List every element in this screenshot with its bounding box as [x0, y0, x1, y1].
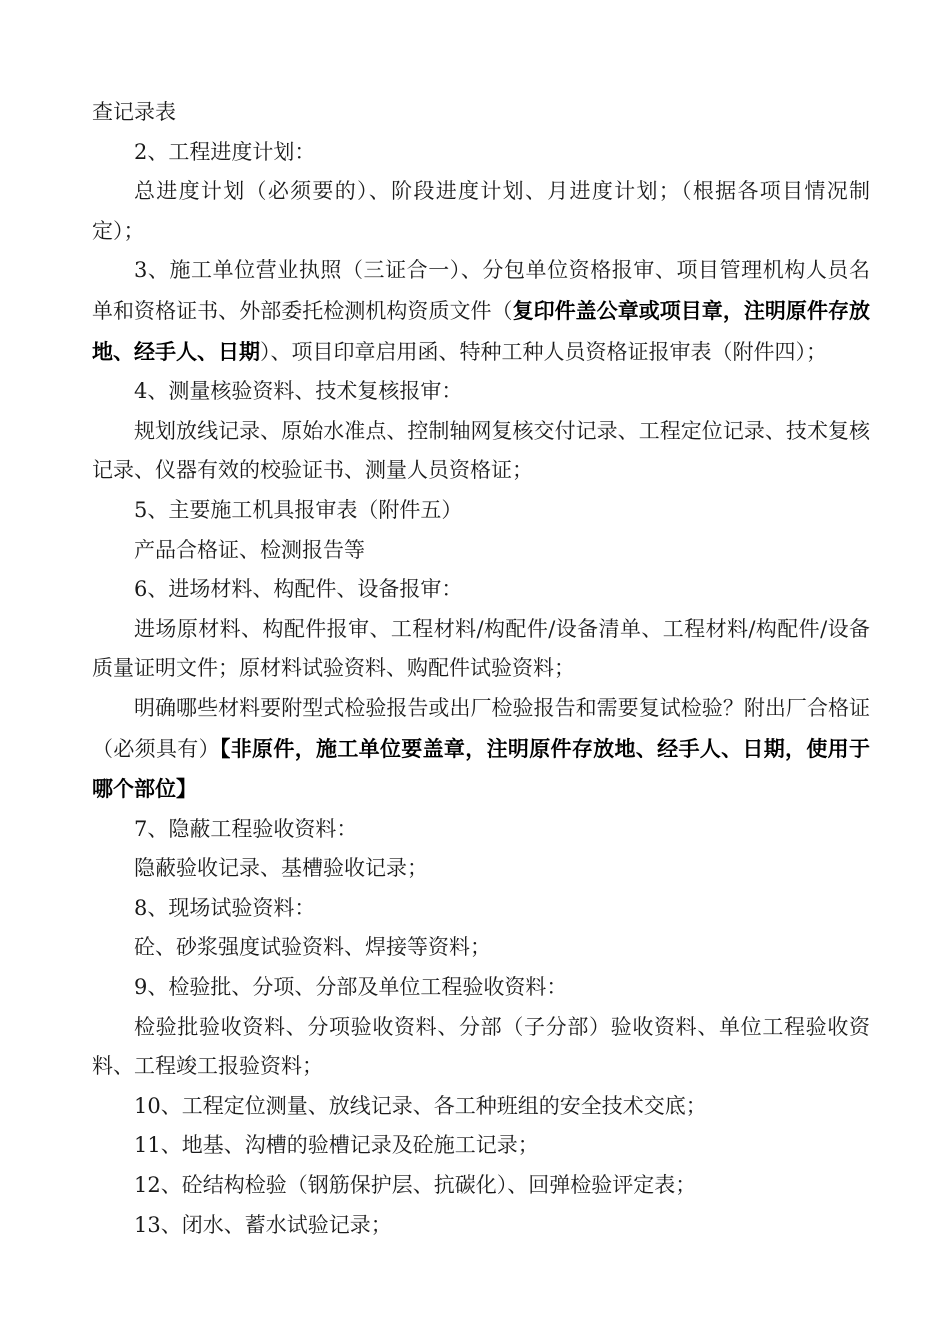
- paragraph-p13: [92, 889, 870, 929]
- text-run: 产品合格证、检测报告等: [134, 537, 365, 562]
- text-run: 明确哪些材料要附型式检验报告或出厂检验报告和需要复试检验？附出厂合格证（必须具有）: [92, 695, 870, 761]
- text-run: 2、工程进度计划：: [134, 139, 316, 164]
- paragraph-p20: [92, 1206, 870, 1246]
- text-run: 砼、砂浆强度试验资料、焊接等资料；: [134, 935, 491, 960]
- paragraph-p17: [92, 1087, 870, 1127]
- text-run: 3、施工单位营业执照（三证合一）、分包单位资格报审、项目管理机构人员名单和资格证书、外部委托检测机构资质文件（: [92, 258, 870, 323]
- text-run: 10、工程定位测量、放线记录、各工种班组的安全技术交底；: [134, 1093, 707, 1118]
- paragraph-p11: [92, 810, 870, 850]
- document-body: [92, 93, 870, 1245]
- paragraph-p16: [92, 1008, 870, 1087]
- text-run: 7、隐蔽工程验收资料：: [134, 816, 358, 841]
- paragraph-p1: [92, 133, 870, 173]
- paragraph-p4: [92, 372, 870, 412]
- text-run: 查记录表: [92, 100, 176, 124]
- text-run: 6、进场材料、构配件、设备报审：: [134, 577, 463, 602]
- text-run: 检验批验收资料、分项验收资料、分部（子分部）验收资料、单位工程验收资料、工程竣工报验资料；: [92, 1014, 870, 1079]
- paragraph-p18: [92, 1126, 870, 1166]
- text-run: 进场原材料、构配件报审、工程材料/构配件/设备清单、工程材料/构配件/设备质量证明文件；原材料试验资料、购配件试验资料；: [92, 616, 870, 681]
- text-run: 4、测量核验资料、技术复核报审：: [134, 379, 463, 404]
- text-run: 5、主要施工机具报审表（附件五）: [134, 497, 463, 522]
- paragraph-p6: [92, 491, 870, 531]
- paragraph-p5: [92, 412, 870, 491]
- paragraph-p3: [92, 251, 870, 372]
- text-run: 9、检验批、分项、分部及单位工程验收资料：: [134, 975, 568, 1000]
- text-run: 规划放线记录、原始水准点、控制轴网复核交付记录、工程定位记录、技术复核记录、仪器有效的校验证书、测量人员资格证；: [92, 418, 870, 483]
- bold-text-run: 复印件盖公章或项目章，注明原件存放地、经手人、日期: [92, 297, 871, 364]
- text-run: 隐蔽验收记录、基槽验收记录；: [134, 856, 428, 881]
- text-run: 12、砼结构检验（钢筋保护层、抗碳化）、回弹检验评定表；: [134, 1173, 697, 1198]
- paragraph-p15: [92, 968, 870, 1008]
- text-run: 8、现场试验资料：: [134, 895, 316, 920]
- paragraph-p19: [92, 1166, 870, 1206]
- paragraph-p14: [92, 928, 870, 968]
- text-run: ）、项目印章启用函、特种工种人员资格证报审表（附件四）；: [260, 339, 827, 364]
- text-run: 总进度计划（必须要的）、阶段进度计划、月进度计划；（根据各项目情况制定）；: [92, 179, 870, 243]
- paragraph-p10: [92, 689, 870, 810]
- bold-text-run: 【非原件，施工单位要盖章，注明原件存放地、经手人、日期，使用于哪个部位】: [92, 735, 871, 802]
- paragraph-p8: [92, 570, 870, 610]
- paragraph-p7: [92, 531, 870, 571]
- text-run: 11、地基、沟槽的验槽记录及砼施工记录；: [134, 1133, 539, 1158]
- paragraph-p2: [92, 172, 870, 251]
- paragraph-p12: [92, 849, 870, 889]
- paragraph-p9: [92, 610, 870, 689]
- paragraph-p0: [92, 93, 870, 133]
- text-run: 13、闭水、蓄水试验记录；: [134, 1212, 392, 1237]
